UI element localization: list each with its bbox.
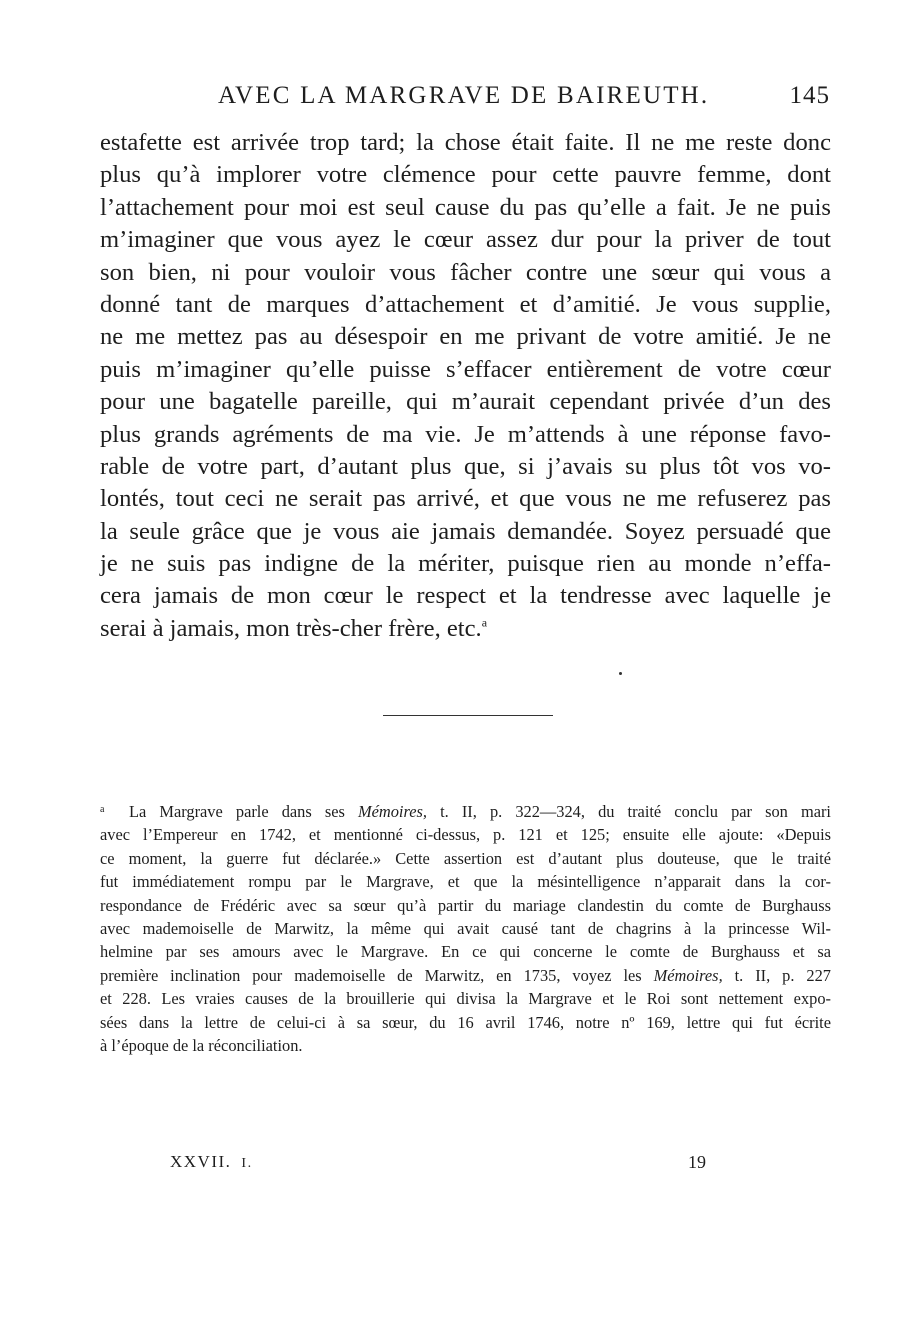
text-line: pour une bagatelle pareille, qui m’aurait cependant privée d’un des — [100, 388, 831, 416]
signature-volume: XXVII. — [170, 1152, 232, 1171]
text-line: plus qu’à implorer votre clémence pour cette pauvre femme, dont — [100, 161, 831, 189]
footnote-line: respondance de Frédéric avec sa sœur qu’à partir du mariage clandestin du comte de Burghauss — [100, 895, 831, 915]
footnote-line: sées dans la lettre de celui-ci à sa sœur, du 16 avril 1746, notre nº 169, lettre qui fut écrite — [100, 1012, 831, 1032]
text-line: cera jamais de mon cœur le respect et la tendresse avec laquelle je — [100, 582, 831, 610]
footnote-line — [100, 800, 831, 823]
closing-text: serai à jamais, mon très-cher frère, etc. — [100, 614, 482, 642]
text-line: rable de votre part, d’autant plus que, si j’avais su plus tôt vos vo- — [100, 452, 831, 480]
text-line: donné tant de marques d’attachement et d’amitié. Je vous supplie, — [100, 290, 831, 318]
footnote-line: et 228. Les vraies causes de la brouillerie qui divisa la Margrave et le Roi sont nettement expo- — [100, 989, 831, 1009]
footnote-text: première inclination pour mademoiselle de Marwitz, en 1735, voyez les — [100, 965, 654, 985]
running-header — [100, 82, 830, 114]
footnote-marker: a — [100, 804, 105, 815]
stray-dot — [619, 672, 622, 675]
signature-mark — [170, 1152, 253, 1172]
text-line: je ne suis pas indigne de la mériter, puisque rien au monde n’effa- — [100, 550, 831, 578]
section-divider — [383, 715, 553, 716]
footnote-text: La Margrave parle dans ses — [129, 802, 358, 821]
footnote-line: ce moment, la guerre fut déclarée.» Cette assertion est d’autant plus douteuse, que le traité — [100, 848, 831, 868]
footnote-indent — [100, 800, 129, 823]
footnote-line: avec mademoiselle de Marwitz, la même qui avait causé tant de chagrins à la princesse Wil- — [100, 918, 831, 938]
text-line: son bien, ni pour vouloir vous fâcher contre une sœur qui vous a — [100, 258, 831, 286]
sheet-number: 19 — [688, 1152, 706, 1172]
footnote-text: t. II, p. 322—324, du traité conclu par son mari — [427, 802, 831, 821]
footnote-reference[interactable]: a — [481, 615, 488, 630]
text-line: plus grands agréments de ma vie. Je m’attends à une réponse favo- — [100, 420, 831, 448]
footnote-line: helmine par ses amours avec le Margrave. En ce qui concerne le comte de Burghauss et sa — [100, 942, 831, 962]
text-line: la seule grâce que je vous aie jamais demandée. Soyez persuadé que — [100, 517, 831, 545]
footnote — [100, 800, 831, 1057]
letter-text — [100, 127, 831, 645]
footnote-title: Mémoires, — [653, 965, 723, 985]
footnote-line-last: à l’époque de la réconciliation. — [100, 1035, 303, 1055]
footnote-line: avec l’Empereur en 1742, et mentionné ci-dessus, p. 121 et 125; ensuite elle ajoute: «Depuis — [100, 825, 831, 845]
footnote-text: t. II, p. 227 — [722, 965, 831, 985]
page-number: 145 — [789, 82, 830, 109]
footnote-line — [100, 964, 831, 987]
signature-part: I. — [241, 1156, 253, 1171]
text-line: m’imaginer que vous ayez le cœur assez dur pour la priver de tout — [100, 226, 831, 254]
footnote-title: Mémoires, — [357, 802, 428, 821]
footnote-line: fut immédiatement rompu par le Margrave, et que la mésintelligence n’apparait dans la cor- — [100, 872, 831, 892]
running-title: AVEC LA MARGRAVE DE BAIREUTH. — [218, 82, 710, 109]
text-line: l’attachement pour moi est seul cause du pas qu’elle a fait. Je ne puis — [100, 193, 831, 221]
text-line: puis m’imaginer qu’elle puisse s’effacer entièrement de votre cœur — [100, 355, 831, 383]
text-line: lontés, tout ceci ne serait pas arrivé, et que vous ne me refuserez pas — [100, 485, 831, 513]
text-line-last — [100, 613, 831, 645]
text-line: ne me mettez pas au désespoir en me privant de votre amitié. Je ne — [100, 323, 831, 351]
text-line: estafette est arrivée trop tard; la chose était faite. Il ne me reste donc — [100, 129, 831, 156]
